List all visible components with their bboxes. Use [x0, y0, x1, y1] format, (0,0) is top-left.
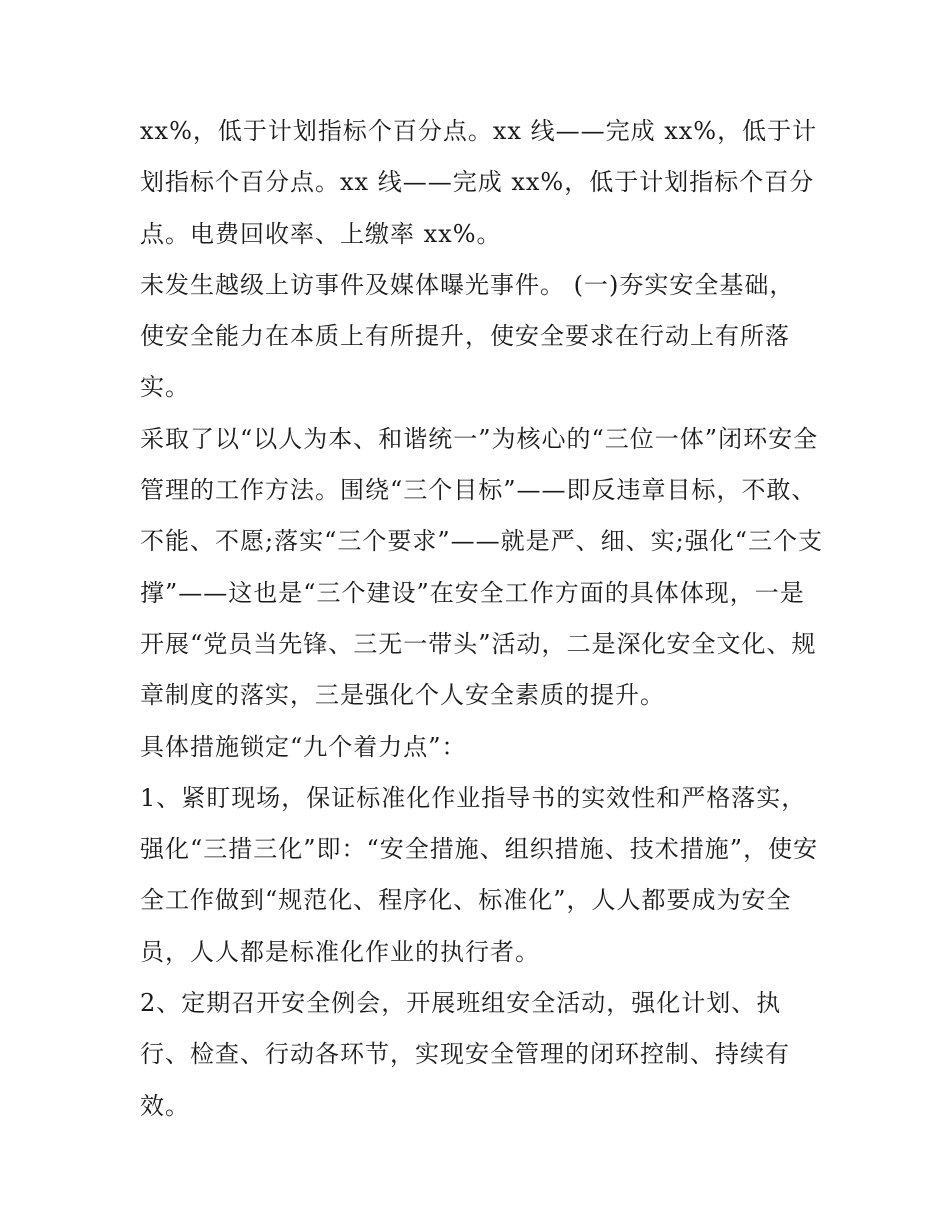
- text-line: 不能、不愿;落实“三个要求”——就是严、细、实;强化“三个支: [140, 527, 823, 556]
- text-line: 1、紧盯现场，保证标准化作业指导书的实效性和严格落实，: [140, 783, 807, 812]
- text-line: 使安全能力在本质上有所提升，使安全要求在行动上有所落: [140, 322, 790, 351]
- text-line: 点。电费回收率、上缴率 xx%。: [140, 219, 502, 248]
- text-line: 员，人人都是标准化作业的执行者。: [140, 937, 540, 966]
- text-line: xx%，低于计划指标个百分点。xx 线——完成 xx%，低于计: [140, 117, 818, 145]
- text-line: 强化“三措三化”即：“安全措施、组织措施、技术措施”，使安: [140, 835, 819, 864]
- text-line: 未发生越级上访事件及媒体曝光事件。 (一)夯实安全基础，: [140, 270, 795, 299]
- text-line: 采取了以“以人为本、和谐统一”为核心的“三位一体”闭环安全: [140, 424, 819, 453]
- text-line: 划指标个百分点。xx 线——完成 xx%，低于计划指标个百分: [140, 168, 815, 197]
- text-line: 管理的工作方法。围绕“三个目标”——即反违章目标，不敢、: [140, 476, 817, 505]
- text-line: 全工作做到“规范化、程序化、标准化”，人人都要成为安全: [140, 886, 792, 915]
- text-line: 实。: [140, 373, 190, 402]
- text-line: 具体措施锁定“九个着力点”：: [140, 732, 467, 761]
- document-body: [140, 106, 823, 1132]
- text-line: 撑”——这也是“三个建设”在安全工作方面的具体体现，一是: [140, 578, 805, 607]
- text-line: 行、检查、行动各环节，实现安全管理的闭环控制、持续有: [140, 1040, 790, 1069]
- text-line: 开展“党员当先锋、三无一带头”活动，二是深化安全文化、规: [140, 629, 817, 658]
- text-line: 2、定期召开安全例会，开展班组安全活动，强化计划、执: [140, 989, 782, 1018]
- text-line: 章制度的落实，三是强化个人安全素质的提升。: [140, 681, 665, 710]
- text-line: 效。: [140, 1091, 190, 1120]
